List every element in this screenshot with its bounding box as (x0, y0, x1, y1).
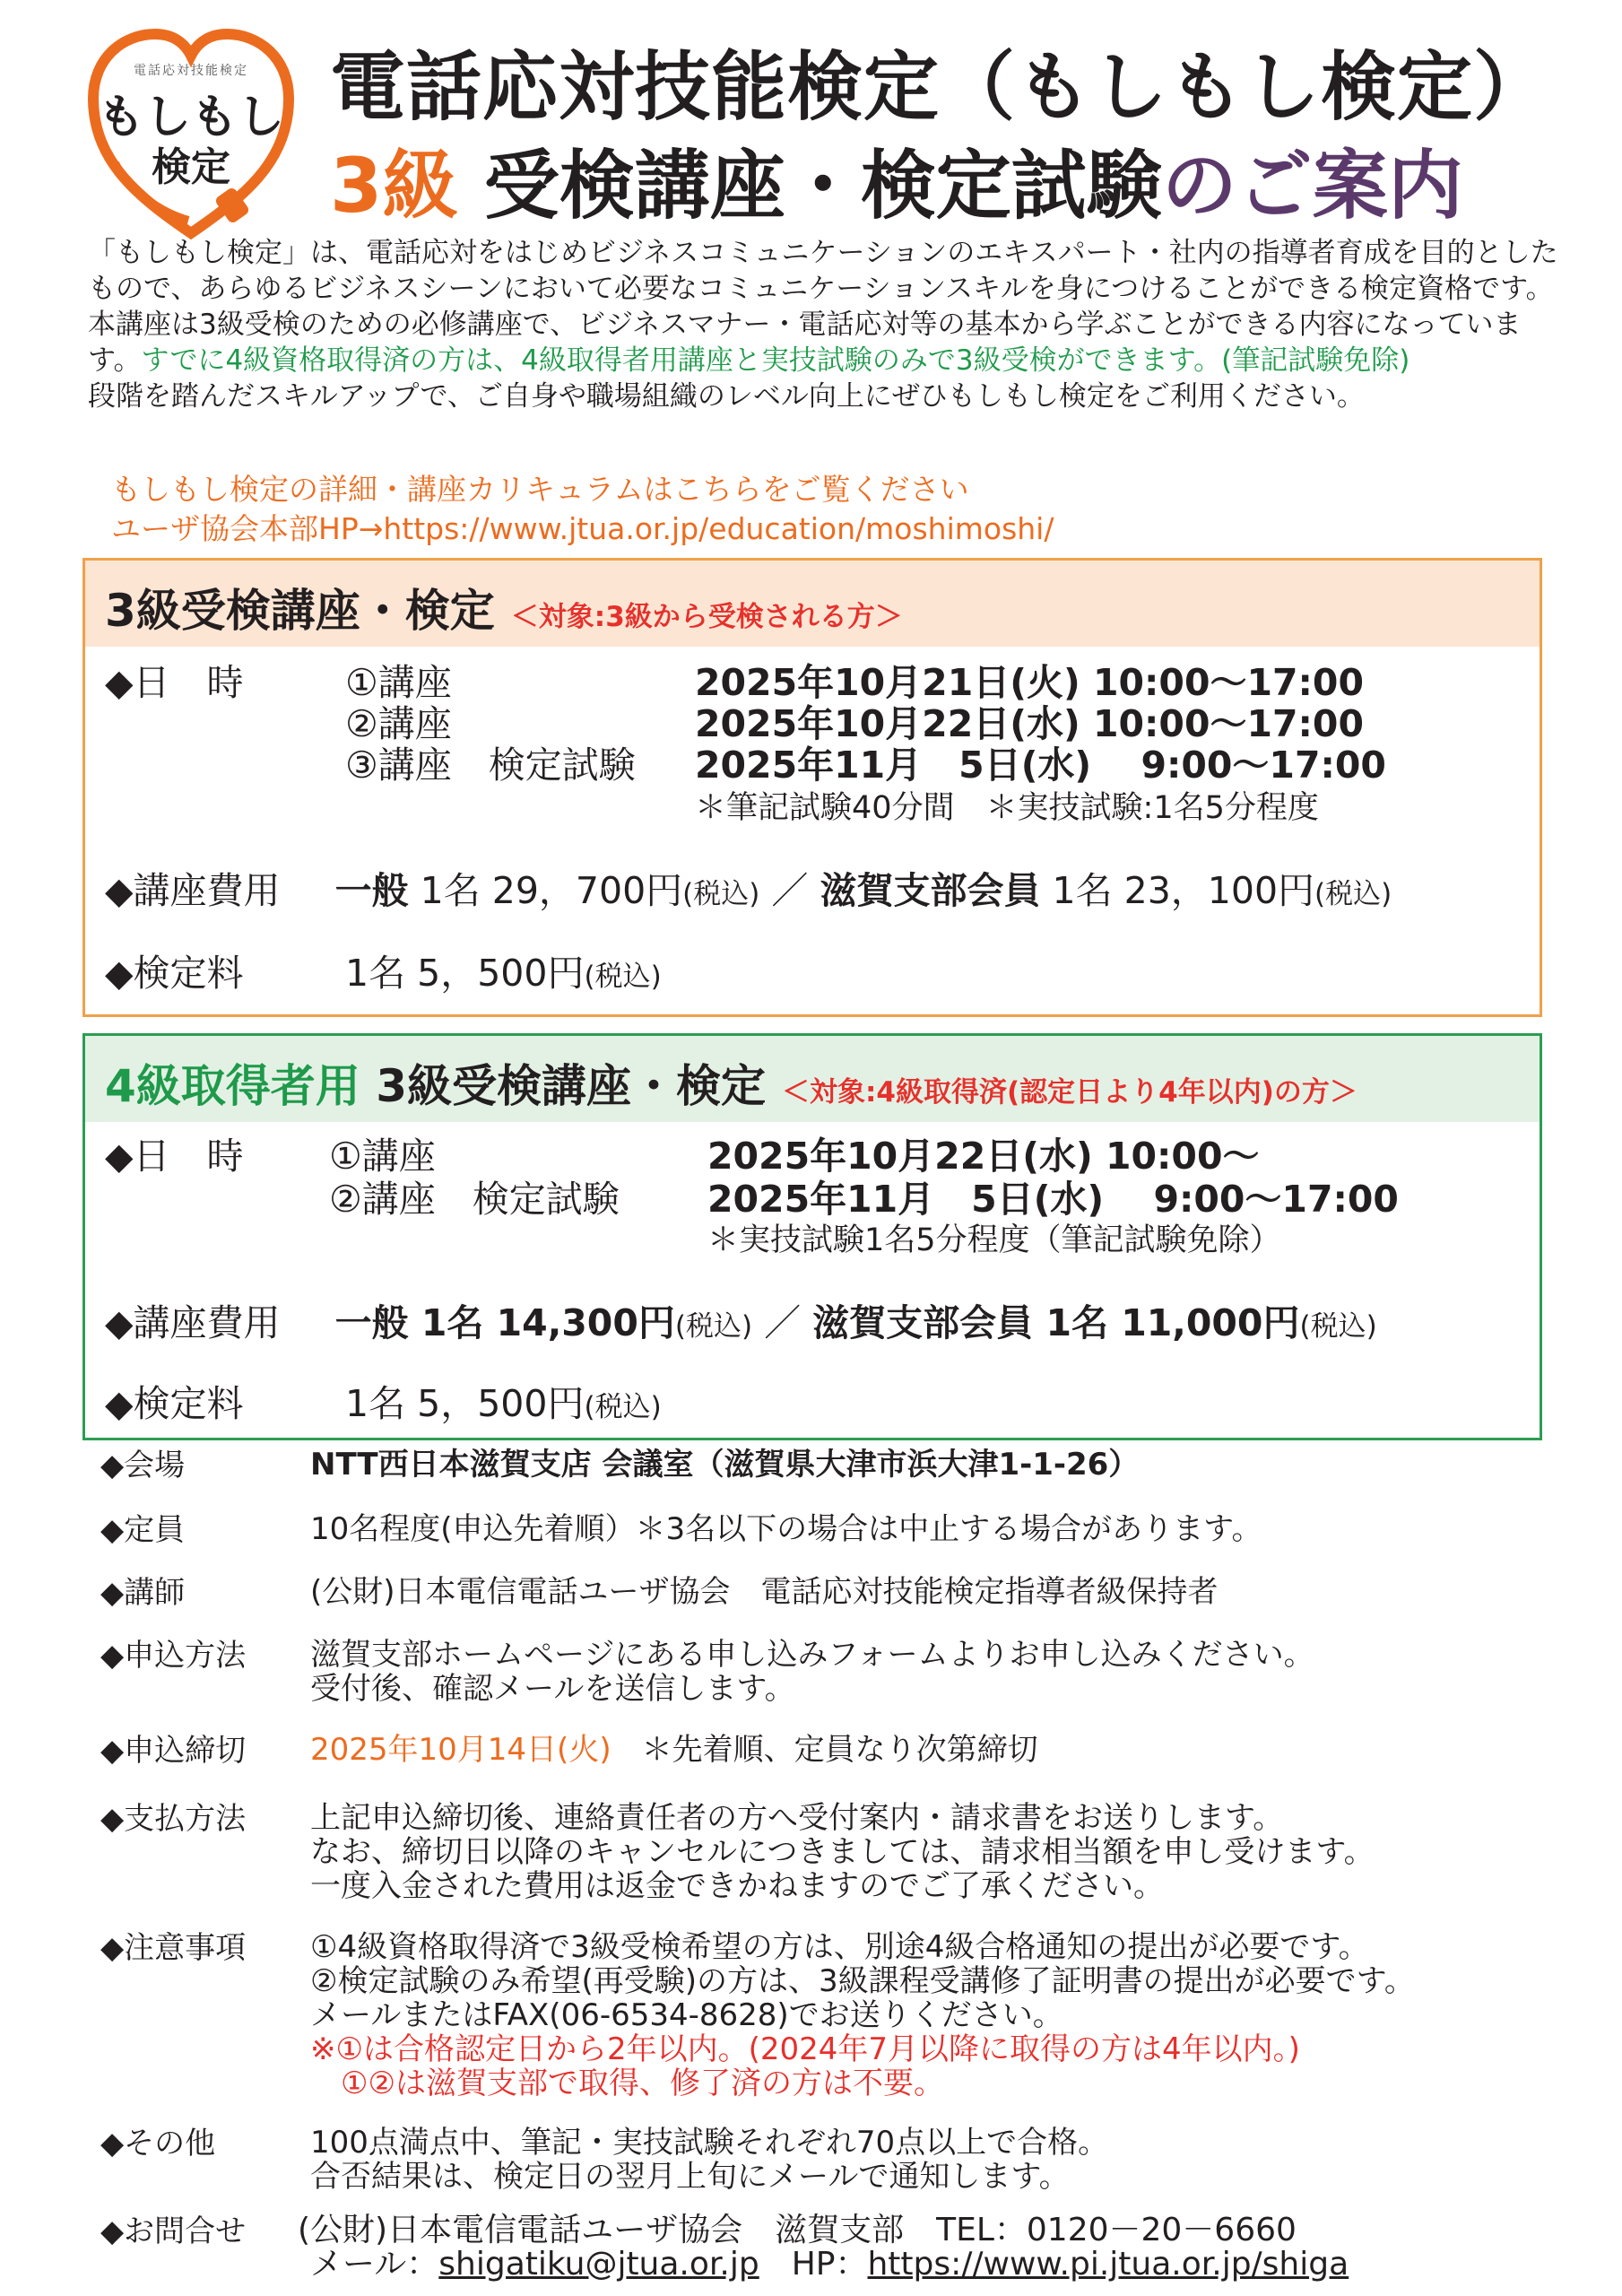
contact-value (298, 2213, 1349, 2282)
box1-fee-label: ◆講座費用 (105, 869, 281, 912)
title-tail: のご案内 (1161, 142, 1463, 230)
box1-s2-date: 2025年10月22日(水) 10:00～17:00 (695, 702, 1364, 745)
capacity-value: 10名程度(申込先着順）＊3名以下の場合は中止する場合があります。 (310, 1511, 1262, 1547)
box2-fee-general: 一般 (334, 1301, 409, 1344)
box1-note: ＊筆記試験40分間 ＊実技試験:1名5分程度 (695, 790, 1319, 826)
box2-s2-date: 2025年11月 5日(水) 9:00～17:00 (707, 1178, 1399, 1221)
intro-paragraph: 「もしもし検定」は、電話応対をはじめビジネスコミュニケーションのエキスパート・社内の指導者育成を目的としたもので、あらゆるビジネスシーンにおいて必要なコミュニケーションスキルを身につけることができる検定資格です。本講座は3級受検のための必修講座で、ビジネスマナー・電話応対等の基本から学ぶことができる内容になっています。 (88, 237, 1558, 377)
box2-exam-row (345, 1382, 662, 1429)
box1-s1-date: 2025年10月21日(火) 10:00～17:00 (695, 661, 1364, 704)
logo-line1: もしもし (97, 91, 284, 144)
box2-exam-label: ◆検定料 (105, 1382, 244, 1425)
intro-paragraph-2: 段階を踏んだスキルアップで、ご自身や職場組織のレベル向上にぜひもしもし検定をご利用ください。 (88, 380, 1365, 413)
lecturer-label: ◆講師 (100, 1575, 186, 1611)
grade4-holder-course-title (105, 1050, 1357, 1115)
title-grade: 3級 (330, 142, 458, 230)
box2-fee-member: 滋賀支部会員 (812, 1301, 1034, 1344)
box1-s3-label: ③講座 検定試験 (345, 744, 636, 787)
box2-target: ＜対象:4級取得済(認定日より4年以内)の方＞ (782, 1076, 1357, 1109)
box1-s3-date: 2025年11月 5日(水) 9:00～17:00 (695, 744, 1386, 787)
box1-target: ＜対象:3級から受検される方＞ (510, 601, 903, 633)
box1-title-text: 3級受検講座・検定 (105, 585, 495, 637)
box2-exam-amount: 1名 5，500円 (345, 1382, 585, 1425)
box1-s1-label: ①講座 (345, 661, 452, 704)
contact-label: ◆お問合せ (100, 2213, 247, 2249)
grade3-course-title (105, 575, 903, 639)
curriculum-link-text: もしもし検定の詳細・講座カリキュラムはこちらをご覧ください (111, 472, 969, 507)
box2-exam-tax: (税込) (584, 1391, 662, 1423)
box1-exam-amount: 1名 5，500円 (345, 952, 585, 995)
box1-date-label: ◆日 時 (105, 661, 244, 704)
contact-mail-label: メール： (310, 2246, 439, 2283)
logo-line2: 検定 (152, 144, 230, 190)
logo-top-text: 電話応対技能検定 (134, 64, 248, 78)
box1-exam-label: ◆検定料 (105, 952, 244, 995)
deadline-value (310, 1733, 1038, 1767)
lecturer-value: (公財)日本電信電話ユーザ協会 電話応対技能検定指導者級保持者 (310, 1574, 1219, 1610)
contact-mail-link[interactable]: shigatiku@jtua.or.jp (438, 2246, 759, 2283)
contact-hp-link[interactable]: https://www.pi.jtua.or.jp/shiga (867, 2246, 1349, 2283)
box2-s1-date: 2025年10月22日(水) 10:00～ (707, 1135, 1260, 1178)
deadline-note: ＊先着順、定員なり次第締切 (611, 1732, 1038, 1768)
intro-green-note: すでに4級資格取得済の方は、4級取得者用講座と実技試験のみで3級受検ができます。(筆記試験免除) (141, 344, 1410, 377)
box1-fee-member-amount: 1名 23，100円 (1040, 869, 1315, 912)
box2-fee-tax2: (税込) (1299, 1310, 1377, 1343)
capacity-label: ◆定員 (100, 1512, 186, 1548)
deadline-date: 2025年10月14日(火) (310, 1732, 612, 1768)
box2-fee-tax1: (税込) (674, 1310, 753, 1343)
venue-value: NTT西日本滋賀支店 会議室（滋賀県大津市浜大津1-1-26） (310, 1447, 1140, 1483)
box2-title-text: 3級受検講座・検定 (360, 1060, 766, 1112)
box1-fee-tax1: (税込) (682, 878, 760, 910)
other-value (310, 2126, 1108, 2194)
box1-fee-row (105, 869, 1392, 916)
box2-note: ＊実技試験1名5分程度（筆記試験免除） (707, 1222, 1281, 1258)
payment-line-1: 上記申込締切後、連絡責任者の方へ受付案内・請求書をお送りします。 (310, 1800, 1284, 1836)
grade3-course-header (85, 561, 1540, 647)
notice-line-1: ①4級資格取得済で3級受検希望の方は、別途4級合格通知の提出が必要です。 (310, 1929, 1369, 1965)
payment-label: ◆支払方法 (100, 1801, 247, 1837)
notice-value (310, 1930, 1415, 2100)
venue-label: ◆会場 (100, 1448, 186, 1483)
title-main: 受検講座・検定試験 (457, 142, 1162, 230)
grade3-course-box (82, 558, 1542, 1017)
apply-line-1: 滋賀支部ホームページにある申し込みフォームよりお申し込みください。 (310, 1637, 1314, 1673)
page-subtitle (330, 126, 1463, 234)
payment-line-3: 一度入金された費用は返金できかねますのでご了承ください。 (310, 1868, 1164, 1904)
box2-fee-label: ◆講座費用 (105, 1301, 281, 1344)
box1-fee-general: 一般 (334, 869, 409, 912)
curriculum-link-url[interactable]: ユーザ協会本部HP→https://www.jtua.or.jp/education/moshimoshi/ (111, 511, 1054, 546)
notice-line-4: ※①は合格認定日から2年以内。(2024年7月以降に取得の方は4年以内。) (310, 2031, 1300, 2067)
apply-line-2: 受付後、確認メールを送信します。 (310, 1671, 795, 1707)
apply-value (310, 1638, 1314, 1706)
box2-s2-label: ②講座 検定試験 (329, 1178, 620, 1221)
page-title: 電話応対技能検定（もしもし検定） (330, 43, 1550, 131)
other-line-2: 合否結果は、検定日の翌月上旬にメールで通知します。 (310, 2159, 1070, 2195)
notice-line-2: ②検定試験のみ希望(再受験)の方は、3級課程受講修了証明書の提出が必要です。 (310, 1963, 1415, 1999)
box2-fee-separator: ／ (764, 1301, 802, 1344)
box1-fee-member: 滋賀支部会員 (820, 869, 1041, 912)
notice-line-5: ①②は滋賀支部で取得、修了済の方は不要。 (310, 2066, 944, 2101)
payment-value (310, 1801, 1375, 1903)
box2-fee-row (105, 1301, 1377, 1348)
intro-text (88, 235, 1558, 414)
box1-fee-separator: ／ (771, 869, 809, 912)
contact-org-tel: (公財)日本電信電話ユーザ協会 滋賀支部 TEL：0120－20－6660 (298, 2212, 1297, 2248)
other-label: ◆その他 (100, 2126, 216, 2161)
grade4-holder-course-header (85, 1036, 1540, 1122)
box1-exam-tax: (税込) (584, 961, 662, 993)
moshimoshi-logo (88, 29, 294, 244)
box2-title-green: 4級取得者用 (105, 1060, 360, 1112)
box2-date-label: ◆日 時 (105, 1135, 244, 1178)
notice-line-3: メールまたはFAX(06-6534-8628)でお送りください。 (310, 1997, 1063, 2033)
deadline-label: ◆申込締切 (100, 1733, 247, 1769)
box1-fee-general-amount: 1名 29，700円 (408, 869, 683, 912)
box1-fee-tax2: (税込) (1314, 878, 1392, 910)
notice-label: ◆注意事項 (100, 1930, 247, 1966)
grade4-holder-course-box (82, 1033, 1542, 1440)
payment-line-2: なお、締切日以降のキャンセルにつきましては、請求相当額を申し受けます。 (310, 1834, 1375, 1870)
contact-hp-label: HP： (759, 2246, 868, 2283)
box1-s2-label: ②講座 (345, 702, 452, 745)
curriculum-link-block (111, 470, 1054, 549)
other-line-1: 100点満点中、筆記・実技試験それぞれ70点以上で合格。 (310, 2125, 1109, 2161)
apply-label: ◆申込方法 (100, 1638, 247, 1674)
box2-s1-label: ①講座 (329, 1135, 436, 1178)
box1-exam-row (345, 952, 662, 998)
box2-fee-general-amount: 1名 14,300円 (408, 1301, 675, 1344)
box2-fee-member-amount: 1名 11,000円 (1033, 1301, 1300, 1344)
